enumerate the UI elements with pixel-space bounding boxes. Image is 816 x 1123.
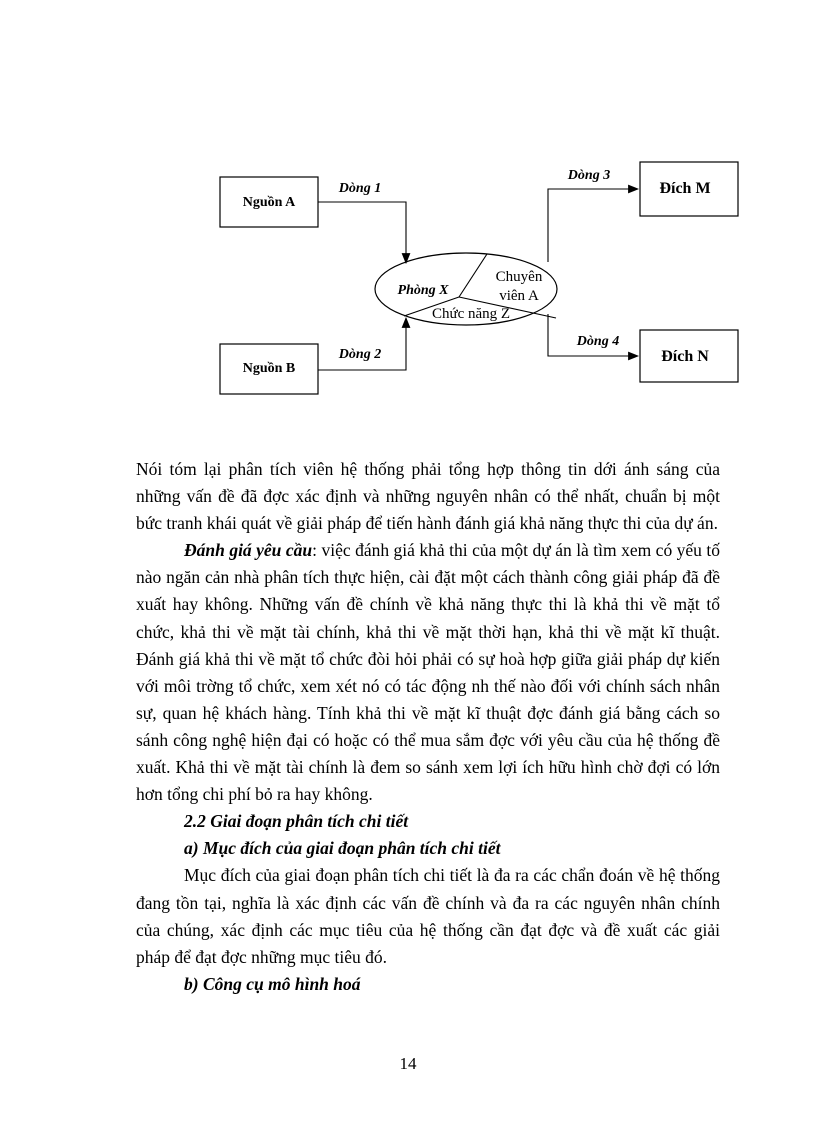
heading-purpose: a) Mục đích của giai đoạn phân tích chi tiết [184, 838, 501, 859]
body-text [136, 456, 720, 998]
requirement-evaluation-term: Đánh giá yêu cầu [184, 540, 313, 561]
dept-x-label: Phòng X [397, 283, 449, 298]
heading-section-2-2: 2.2 Giai đoạn phân tích chi tiết [184, 811, 409, 832]
dest-n-label: Đích N [661, 348, 709, 365]
flow-3-label: Dòng 3 [567, 168, 611, 183]
requirement-evaluation-text: : việc đánh giá khả thi của một dự án là tìm xem có yếu tố nào ngăn cản nhà phân tích thực hiện, cài đặt một cách thành công giải pháp đã đề xuất hay không. Những vấn đề chính về khả năng thực thi là khả thi về mặt tổ chức, khả thi về mặt tài chính, khả thi về mặt thời hạn, khả thi về mặt kĩ thuật. Đánh giá khả thi về mặt tổ chức đòi hỏi phải có sự hoà hợp giữa giải pháp dự kiến với môi trờng tổ chức, xem xét nó có tác động nh thế nào đối với chính sách nhân sự, quan hệ khách hàng. Tính khả thi về mặt kĩ thuật đợc đánh giá bằng cách so sánh công nghệ hiện đại có hoặc có thể mua sắm đợc với yêu cầu của hệ thống đề xuất. Khả thi về mặt tài chính là đem so sánh xem lợi ích hữu hình chờ đợi có lớn hơn tổng chi phí bỏ ra hay không. [136, 540, 721, 805]
flow-1-arrow [318, 202, 406, 263]
specialist-label-2: viên A [499, 288, 539, 304]
source-b-label: Nguồn B [242, 361, 296, 376]
paragraph-summary: Nói tóm lại phân tích viên hệ thống phải tổng hợp thông tin dới ánh sáng của những vấn đề đã đợc xác định và những nguyên nhân có thể nhất, chuẩn bị một bức tranh khái quát về giải pháp để tiến hành đánh giá khả năng thực thi của dự án. [136, 459, 720, 534]
source-a-label: Nguồn A [242, 195, 296, 210]
flow-2-arrow [318, 318, 406, 370]
paragraph-requirement-evaluation [136, 537, 720, 808]
heading-modeling-tools: b) Công cụ mô hình hoá [184, 973, 361, 994]
page-number: 14 [399, 1054, 417, 1073]
paragraph-purpose: Mục đích của giai đoạn phân tích chi tiết là đa ra các chẩn đoán về hệ thống đang tồn tại, nghĩa là xác định các vấn đề chính và đa ra các nguyên nhân chính của chúng, xác định các mục tiêu của hệ thống cần đạt đợc và đề xuất các giải pháp để đạt đợc những mục tiêu đó. [136, 865, 720, 967]
specialist-label-1: Chuyên [495, 269, 543, 285]
data-flow-diagram [0, 0, 816, 440]
flow-2-label: Dòng 2 [338, 347, 382, 362]
dest-m-label: Đích M [659, 180, 711, 197]
flow-1-label: Dòng 1 [338, 181, 382, 196]
function-z-label: Chức năng Z [431, 306, 511, 322]
flow-3-arrow [548, 189, 638, 262]
flow-4-label: Dòng 4 [576, 334, 620, 349]
